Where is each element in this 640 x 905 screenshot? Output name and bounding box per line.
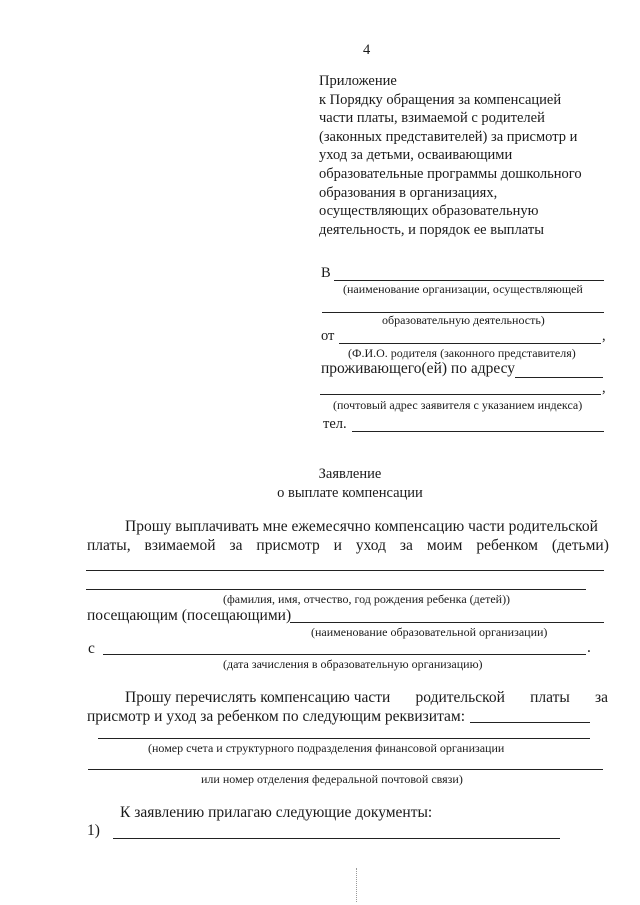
paragraph-1-line-2 (87, 537, 609, 555)
phone-fill-line (352, 431, 604, 432)
scan-mark (356, 868, 358, 902)
appendix-line: части платы, взимаемой с родителей (319, 110, 545, 127)
word: за (594, 689, 608, 706)
child-fill-line-2 (86, 589, 586, 590)
residing-fill-line (515, 377, 603, 378)
parent-caption: (Ф.И.О. родителя (законного представителя) (348, 346, 576, 360)
post-caption: или номер отделения федеральной почтовой связи) (201, 772, 463, 786)
word: за (399, 537, 413, 554)
document-title: Заявление (318, 466, 382, 482)
attending-org-caption: (наименование образовательной организации) (311, 625, 548, 639)
address-fill-line (320, 394, 601, 395)
since-fill-line (103, 654, 586, 655)
paragraph-2-line-1 (125, 689, 608, 707)
appendix-line: Приложение (319, 73, 397, 89)
requisites-fill-line (470, 722, 590, 723)
paragraph-2-line-2: присмотр и уход за ребенком по следующим реквизитам: (87, 708, 466, 725)
residing-label: проживающего(ей) по адресу (321, 360, 516, 377)
word: (детьми) (551, 537, 609, 554)
account-caption: (номер счета и структурного подразделения финансовой организации (148, 741, 505, 755)
appendix-line: осуществляющих образовательную (319, 203, 539, 220)
page-number: 4 (363, 42, 371, 58)
attending-label: посещающим (посещающими) (87, 607, 292, 624)
appendix-line: образования в организациях, (319, 184, 498, 201)
address-suffix: , (602, 380, 606, 396)
since-prefix: с (88, 640, 95, 657)
org-fill-line (334, 280, 604, 281)
child-fill-line-1 (86, 570, 604, 571)
word: платы (530, 689, 570, 706)
org-caption-1: (наименование организации, осуществляющей (343, 282, 583, 296)
appendix-line: образовательные программы дошкольного (319, 165, 582, 182)
word: за (229, 537, 243, 554)
document-subtitle: о выплате компенсации (277, 485, 423, 501)
word: платы, (87, 537, 131, 554)
appendix-header (319, 72, 619, 239)
word: взимаемой (144, 537, 216, 554)
attending-fill-line (290, 622, 604, 623)
attachment-item-number: 1) (87, 822, 100, 839)
from-prefix: от (321, 328, 335, 344)
attachments-label: К заявлению прилагаю следующие документы: (120, 804, 433, 821)
appendix-line: уход за детьми, осваивающими (319, 147, 513, 164)
word: уход (355, 537, 386, 554)
word: Прошу перечислять компенсацию части (125, 689, 391, 706)
org-caption-2: образовательную деятельность) (382, 313, 545, 327)
appendix-line: деятельность, и порядок ее выплаты (319, 221, 544, 238)
appendix-line: (законных представителей) за присмотр и (319, 128, 578, 145)
attachment-1-fill-line (113, 838, 560, 839)
address-caption: (почтовый адрес заявителя с указанием индекса) (333, 398, 583, 412)
word: и (333, 537, 342, 554)
word: родительской (415, 689, 505, 706)
since-suffix: . (587, 639, 591, 656)
word: моим (426, 537, 463, 554)
child-caption: (фамилия, имя, отчество, год рождения ребенка (детей)) (223, 592, 511, 606)
word: ребенком (476, 537, 538, 554)
from-suffix: , (602, 328, 606, 344)
enroll-caption: (дата зачисления в образовательную организацию) (223, 657, 483, 671)
to-prefix: В (321, 265, 331, 281)
word: присмотр (256, 537, 320, 554)
parent-fill-line (339, 343, 601, 344)
post-fill-line (88, 769, 603, 770)
account-fill-line (98, 738, 590, 739)
phone-label: тел. (323, 416, 347, 432)
paragraph-1-line-1: Прошу выплачивать мне ежемесячно компенсацию части родительской (125, 518, 598, 535)
appendix-line: к Порядку обращения за компенсацией (319, 91, 562, 108)
